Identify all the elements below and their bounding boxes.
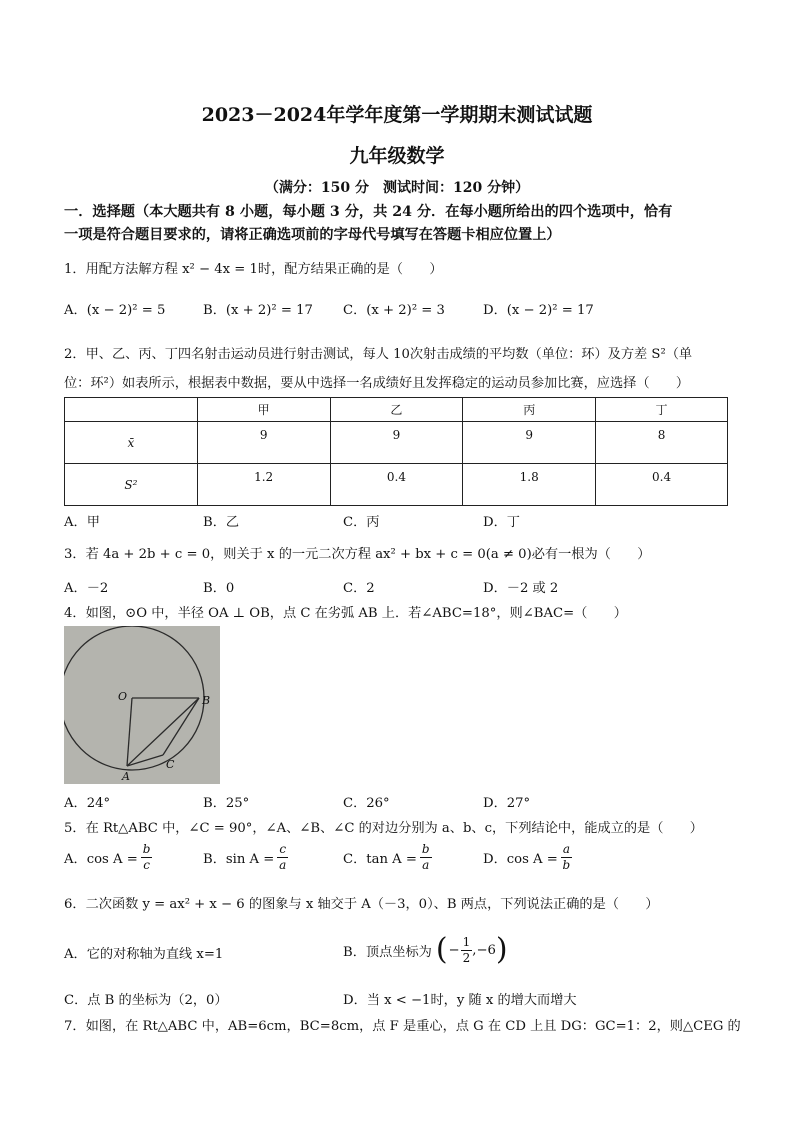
q6-option-d: D．当 x < −1时，y 随 x 的增大而增大 [343,993,577,1008]
fraction-numerator: a [562,842,570,856]
label-b: B [202,694,211,707]
figure-photo-background [64,626,220,784]
fraction-numerator: b [421,842,430,856]
q5-option-b [203,842,288,873]
table-cell: 0.4 [330,464,463,506]
q5-option-a-prefix: A．cos A = [64,852,138,867]
q3-option-a: A．－2 [64,581,109,596]
q4-option-a: A．24° [64,796,111,811]
label-c: C [166,758,175,771]
q6-option-b-prefix: B．顶点坐标为 [343,944,432,960]
q1-stem: 1．用配方法解方程 x² − 4x = 1时，配方结果正确的是（ ） [64,262,443,277]
q4-option-b: B．25° [203,796,250,811]
fraction-denominator: b [562,858,571,872]
q4-option-c: C．26° [343,796,390,811]
table-header-cell [65,398,198,422]
q7-stem: 7．如图，在 Rt△ABC 中，AB=6cm，BC=8cm，点 F 是重心，点 G 在 CD 上且 DG：GC=1：2，则△CEG 的 [64,1019,741,1034]
fraction-denominator: 2 [462,950,471,965]
table-row-label: x̄ [65,422,198,464]
table-cell: 9 [330,422,463,464]
q2-option-b: B．乙 [203,515,240,530]
q1-option-d: D．(x − 2)² = 17 [483,303,594,318]
q6-stem: 6．二次函数 y = ax² + x − 6 的图象与 x 轴交于 A（－3，0）、B 两点，下列说法正确的是（ ） [64,897,659,912]
section-heading-line2: 一项是符合题目要求的，请将正确选项前的字母代号填写在答题卡相应位置上） [64,227,561,243]
q5-option-d-prefix: D．cos A = [483,852,558,867]
table-header-cell: 甲 [197,398,330,422]
table-cell: 8 [596,422,728,464]
section-heading-line1: 一．选择题（本大题共有 8 小题，每小题 3 分，共 24 分．在每小题所给出的四个选项中，恰有 [64,204,673,220]
q5-option-d-fraction [561,842,572,873]
q5-option-a [64,842,152,873]
table-cell: 1.8 [463,464,596,506]
table-header-cell: 丁 [596,398,728,422]
q2-stem-line2: 位：环²）如表所示，根据表中数据，要从中选择一名成绩好且发挥稳定的运动员参加比赛，应选择（ ） [64,376,690,391]
table-cell: 9 [463,422,596,464]
fraction-numerator: 1 [462,934,471,949]
fraction-numerator: c [279,842,287,856]
q5-option-c [343,842,432,873]
table-cell: 1.2 [197,464,330,506]
table-cell: 0.4 [596,464,728,506]
table-header-row [65,398,728,422]
q5-stem: 5．在 Rt△ABC 中，∠C = 90°，∠A、∠B、∠C 的对边分别为 a、b、c，下列结论中，能成立的是（ ） [64,821,703,836]
open-paren: ( [435,932,448,967]
q6-option-b-tail: ,−6 [472,942,496,958]
q5-option-c-prefix: C．tan A = [343,852,417,867]
table-row [65,464,728,506]
exam-meta: （满分：150 分 测试时间：120 分钟） [264,180,530,196]
q1-option-a: A．(x − 2)² = 5 [64,303,166,318]
fraction-numerator: b [142,842,151,856]
q6-option-b-fraction [461,935,473,966]
q4-option-d: D．27° [483,796,531,811]
table-header-cell: 丙 [463,398,596,422]
q5-option-d [483,842,572,873]
fraction-denominator: c [143,858,150,872]
label-o: O [118,690,128,703]
table-header-cell: 乙 [330,398,463,422]
q4-circle-figure [64,626,220,784]
q3-option-d: D．－2 或 2 [483,581,559,596]
exam-title: 2023－2024年学年度第一学期期末测试试题 [201,104,593,126]
q3-option-c: C．2 [343,581,375,596]
q2-option-c: C．丙 [343,515,380,530]
q4-stem: 4．如图，⊙O 中，半径 OA ⊥ OB，点 C 在劣弧 AB 上．若∠ABC=18°，则∠BAC=（ ） [64,606,627,621]
q6-option-c: C．点 B 的坐标为（2，0） [64,993,228,1008]
q2-option-d: D．丁 [483,515,520,530]
fraction-denominator: a [422,858,430,872]
table-row-label: S² [65,464,198,506]
q5-option-b-fraction [277,842,288,873]
subject-title: 九年级数学 [349,145,445,167]
label-a: A [122,770,130,783]
q3-stem: 3．若 4a + 2b + c = 0，则关于 x 的一元二次方程 ax² + bx + c = 0(a ≠ 0)必有一根为（ ） [64,547,651,562]
fraction-denominator: a [279,858,287,872]
close-paren: ) [495,932,508,967]
table-row [65,422,728,464]
q5-option-c-fraction [420,842,432,873]
q5-option-b-prefix: B．sin A = [203,852,275,867]
q6-option-a: A．它的对称轴为直线 x=1 [64,947,224,962]
q6-option-b [343,932,508,968]
q1-option-b: B．(x + 2)² = 17 [203,303,313,318]
q5-option-a-fraction [141,842,153,873]
q3-option-b: B．0 [203,581,235,596]
table-cell: 9 [197,422,330,464]
q2-stem-line1: 2．甲、乙、丙、丁四名射击运动员进行射击测试，每人 10次射击成绩的平均数（单位：环）及方差 S²（单 [64,347,693,362]
minus-sign: − [448,942,460,958]
q1-option-c: C．(x + 2)² = 3 [343,303,445,318]
q2-score-table [64,397,728,506]
q2-option-a: A．甲 [64,515,100,530]
